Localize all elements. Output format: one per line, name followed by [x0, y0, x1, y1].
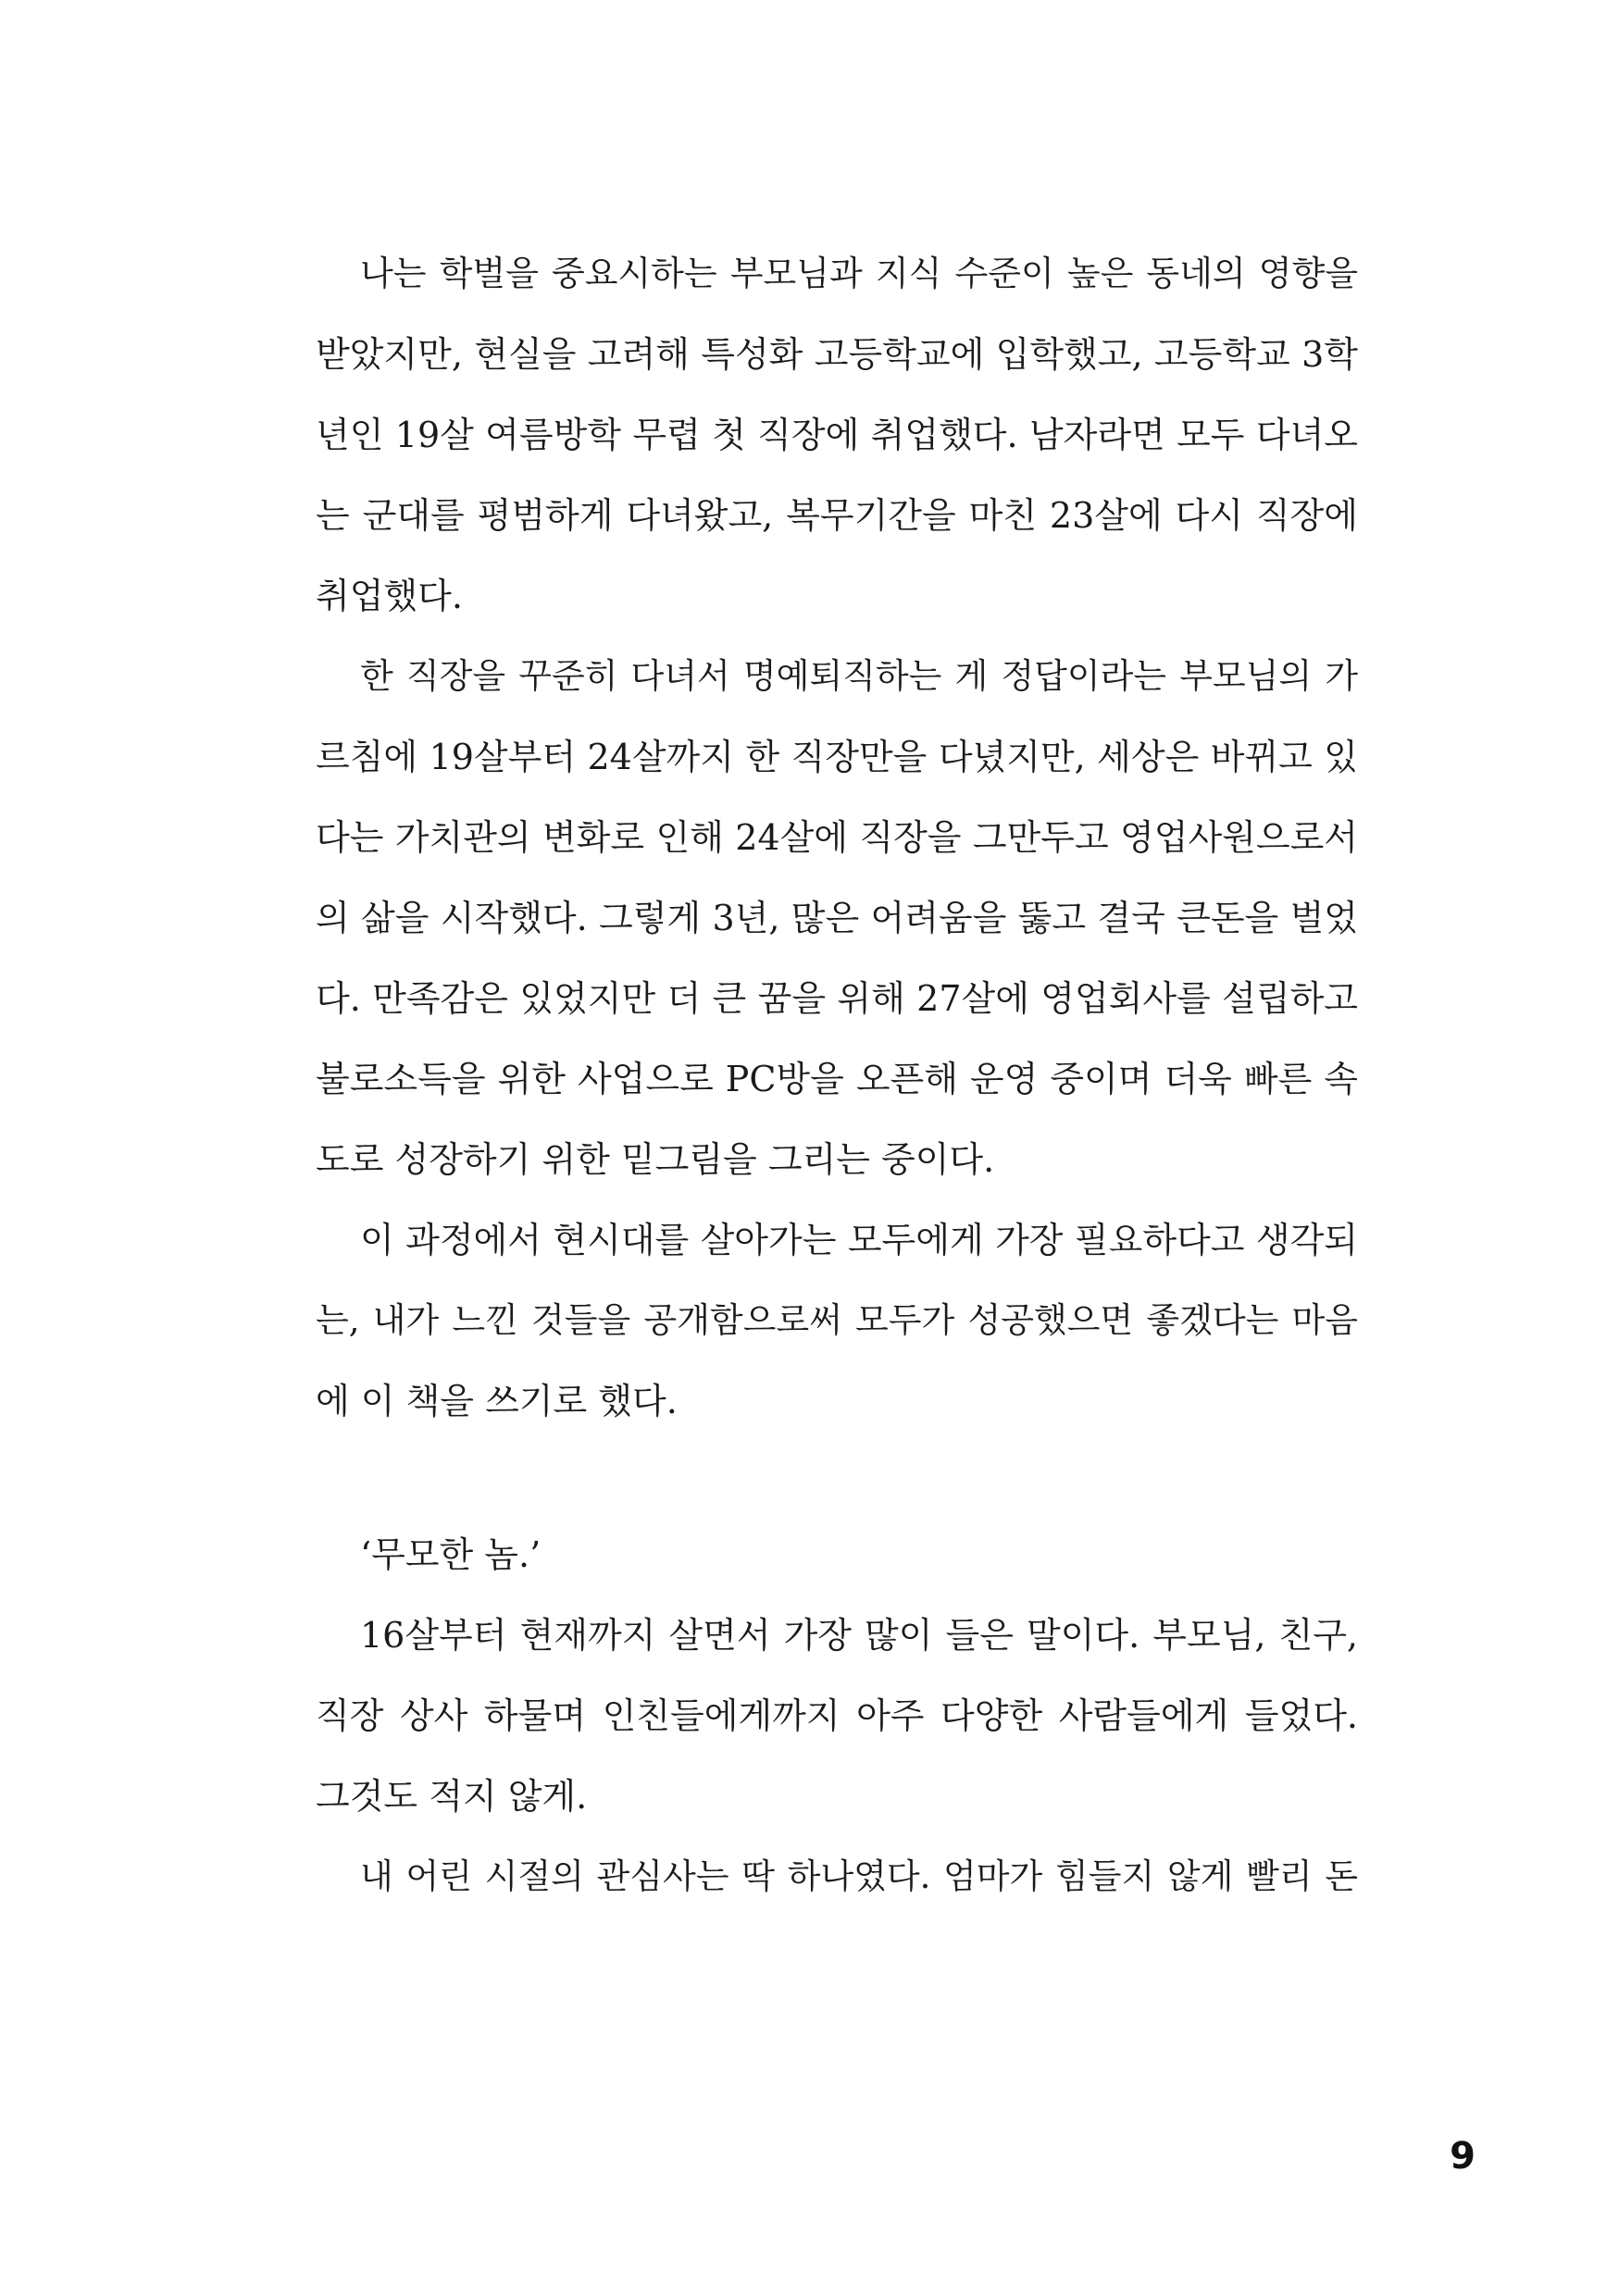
text-line: 도로 성장하기 위한 밑그림을 그리는 중이다.	[316, 1139, 995, 1180]
text-line: 에 이 책을 쓰기로 했다.	[316, 1381, 678, 1421]
text-line: 르침에 19살부터 24살까지 한 직장만을 다녔지만, 세상은 바뀌고 있	[316, 737, 1358, 777]
text-line: 16살부터 현재까지 살면서 가장 많이 들은 말이다. 부모님, 친구,	[360, 1615, 1358, 1656]
page-number: 9	[1450, 2135, 1476, 2178]
text-line: 한 직장을 꾸준히 다녀서 명예퇴직하는 게 정답이라는 부모님의 가	[360, 656, 1358, 696]
text-line: 불로소득을 위한 사업으로 PC방을 오픈해 운영 중이며 더욱 빠른 속	[316, 1059, 1358, 1099]
text-line: 이 과정에서 현시대를 살아가는 모두에게 가장 필요하다고 생각되	[360, 1220, 1358, 1260]
text-line: 나는 학벌을 중요시하는 부모님과 지식 수준이 높은 동네의 영향을	[360, 254, 1358, 293]
text-line: 받았지만, 현실을 고려해 특성화 고등학교에 입학했고, 고등학교 3학	[316, 334, 1358, 375]
text-line: 내 어린 시절의 관심사는 딱 하나였다. 엄마가 힘들지 않게 빨리 돈	[360, 1856, 1358, 1896]
text-line: 년인 19살 여름방학 무렵 첫 직장에 취업했다. 남자라면 모두 다녀오	[316, 415, 1358, 455]
text-line: 는, 내가 느낀 것들을 공개함으로써 모두가 성공했으면 좋겠다는 마음	[316, 1300, 1358, 1340]
quote-line: ‘무모한 놈.’	[360, 1534, 542, 1575]
text-line: 다. 만족감은 있었지만 더 큰 꿈을 위해 27살에 영업회사를 설립하고	[316, 978, 1358, 1019]
text-line: 그것도 적지 않게.	[316, 1776, 588, 1817]
text-line: 는 군대를 평범하게 다녀왔고, 복무기간을 마친 23살에 다시 직장에	[316, 495, 1358, 536]
text-line: 다는 가치관의 변화로 인해 24살에 직장을 그만두고 영업사원으로서	[316, 817, 1358, 858]
text-line: 취업했다.	[316, 576, 463, 616]
text-line: 의 삶을 시작했다. 그렇게 3년, 많은 어려움을 뚫고 결국 큰돈을 벌었	[316, 898, 1358, 938]
text-line: 직장 상사 하물며 인친들에게까지 아주 다양한 사람들에게 들었다.	[316, 1695, 1358, 1736]
